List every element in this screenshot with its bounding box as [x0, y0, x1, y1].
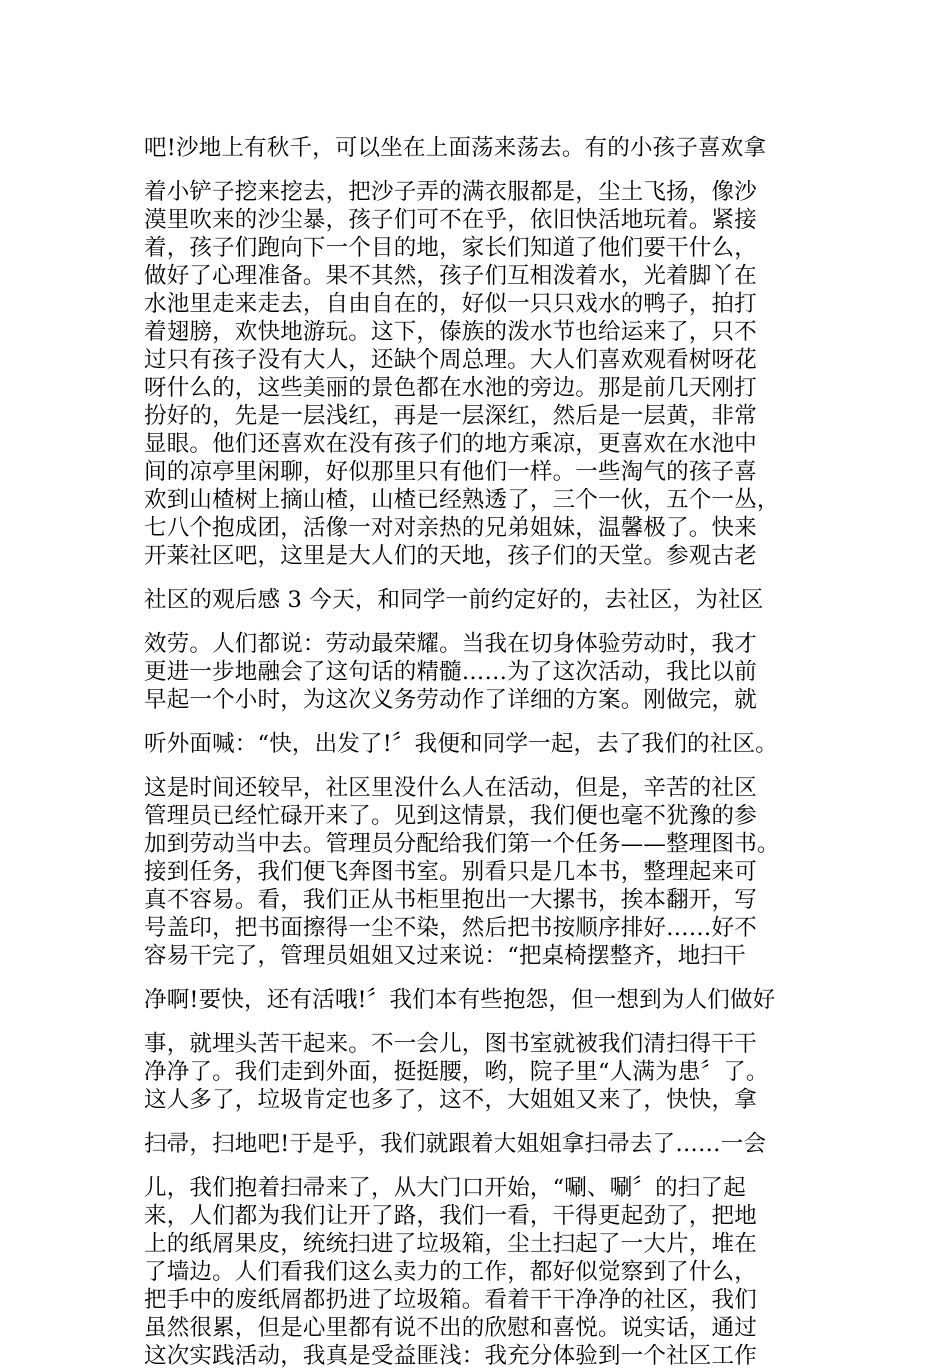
text-line: 扫帚，扫地吧!于是乎，我们就跟着大姐姐拿扫帚去了……一会 — [144, 1131, 767, 1157]
text-line: 更进一步地融会了这句话的精髓……为了这次活动，我比以前 — [144, 659, 757, 685]
text-line: 加到劳动当中去。管理员分配给我们第一个任务——整理图书。 — [144, 831, 780, 857]
text-line: 这是时间还较早，社区里没什么人在活动，但是，辛苦的社区 — [144, 775, 757, 801]
text-line: 儿，我们抱着扫帚来了，从大门口开始，“唰、唰〞的扫了起 — [144, 1175, 746, 1201]
text-line: 扮好的，先是一层浅红，再是一层深红，然后是一层黄，非常 — [144, 403, 757, 429]
text-line: 号盖印，把书面擦得一尘不染，然后把书按顺序排好……好不 — [144, 915, 757, 941]
text-line: 管理员已经忙碌开来了。见到这情景，我们便也毫不犹豫的参 — [144, 803, 757, 829]
text-line: 早起一个小时，为这次义务劳动作了详细的方案。刚做完，就 — [144, 687, 757, 713]
text-line: 来，人们都为我们让开了路，我们一看，干得更起劲了，把地 — [144, 1203, 757, 1229]
text-line: 接到任务，我们便飞奔图书室。别看只是几本书，整理起来可 — [144, 859, 757, 885]
text-line: 着小铲子挖来挖去，把沙子弄的满衣服都是，尘土飞扬，像沙 — [144, 179, 757, 205]
text-line: 着，孩子们跑向下一个目的地，家长们知道了他们要干什么， — [144, 235, 757, 261]
text-line: 这人多了，垃圾肯定也多了，这不，大姐姐又来了，快快，拿 — [144, 1087, 757, 1113]
text-line: 净净了。我们走到外面，挺挺腰，哟，院子里“人满为患〞了。 — [144, 1059, 769, 1085]
text-line: 着翅膀，欢快地游玩。这下，傣族的泼水节也给运来了，只不 — [144, 319, 757, 345]
text-line: 七八个抱成团，活像一对对亲热的兄弟姐妹，温馨极了。快来 — [144, 515, 757, 541]
text-line: 漠里吹来的沙尘暴，孩子们可不在乎，依旧快活地玩着。紧接 — [144, 207, 757, 233]
text-line: 间的凉亭里闲聊，好似那里只有他们一样。一些淘气的孩子喜 — [144, 459, 757, 485]
text-line: 吧!沙地上有秋千，可以坐在上面荡来荡去。有的小孩子喜欢拿 — [144, 135, 767, 161]
text-line: 水池里走来走去，自由自在的，好似一只只戏水的鸭子，拍打 — [144, 291, 757, 317]
text-line: 净啊!要快，还有活哦!〞我们本有些抱怨，但一想到为人们做好 — [144, 987, 776, 1013]
text-line: 容易干完了，管理员姐姐又过来说：“把桌椅摆整齐，地扫干 — [144, 943, 746, 969]
text-line: 呀什么的，这些美丽的景色都在水池的旁边。那是前几天刚打 — [144, 375, 757, 401]
text-line: 过只有孩子没有大人，还缺个周总理。大人们喜欢观看树呀花 — [144, 347, 757, 373]
text-line: 效劳。人们都说：劳动最荣耀。当我在切身体验劳动时，我才 — [144, 631, 757, 657]
text-line: 把手中的废纸屑都扔进了垃圾箱。看着干干净净的社区，我们 — [144, 1287, 757, 1313]
text-line: 真不容易。看，我们正从书柜里抱出一大摞书，挨本翻开，写 — [144, 887, 757, 913]
text-line: 做好了心理准备。果不其然，孩子们互相泼着水，光着脚丫在 — [144, 263, 757, 289]
text-line: 欢到山楂树上摘山楂，山楂已经熟透了，三个一伙，五个一丛， — [144, 487, 780, 513]
text-line: 这次实践活动，我真是受益匪浅：我充分体验到一个社区工作 — [144, 1343, 757, 1369]
text-line: 事，就埋头苦干起来。不一会儿，图书室就被我们清扫得干干 — [144, 1031, 757, 1057]
text-line: 开莱社区吧，这里是大人们的天地，孩子们的天堂。参观古老 — [144, 543, 757, 569]
text-line: 虽然很累，但是心里都有说不出的欣慰和喜悦。说实话，通过 — [144, 1315, 757, 1341]
text-line: 了墙边。人们看我们这么卖力的工作，都好似觉察到了什么， — [144, 1259, 757, 1285]
text-line: 显眼。他们还喜欢在没有孩子们的地方乘凉，更喜欢在水池中 — [144, 431, 757, 457]
text-line: 社区的观后感 3 今天，和同学一前约定好的，去社区，为社区 — [144, 587, 764, 613]
text-line: 上的纸屑果皮，统统扫进了垃圾箱，尘土扫起了一大片，堆在 — [144, 1231, 757, 1257]
text-line: 听外面喊：“快，出发了!〞我便和同学一起，去了我们的社区。 — [144, 731, 778, 757]
